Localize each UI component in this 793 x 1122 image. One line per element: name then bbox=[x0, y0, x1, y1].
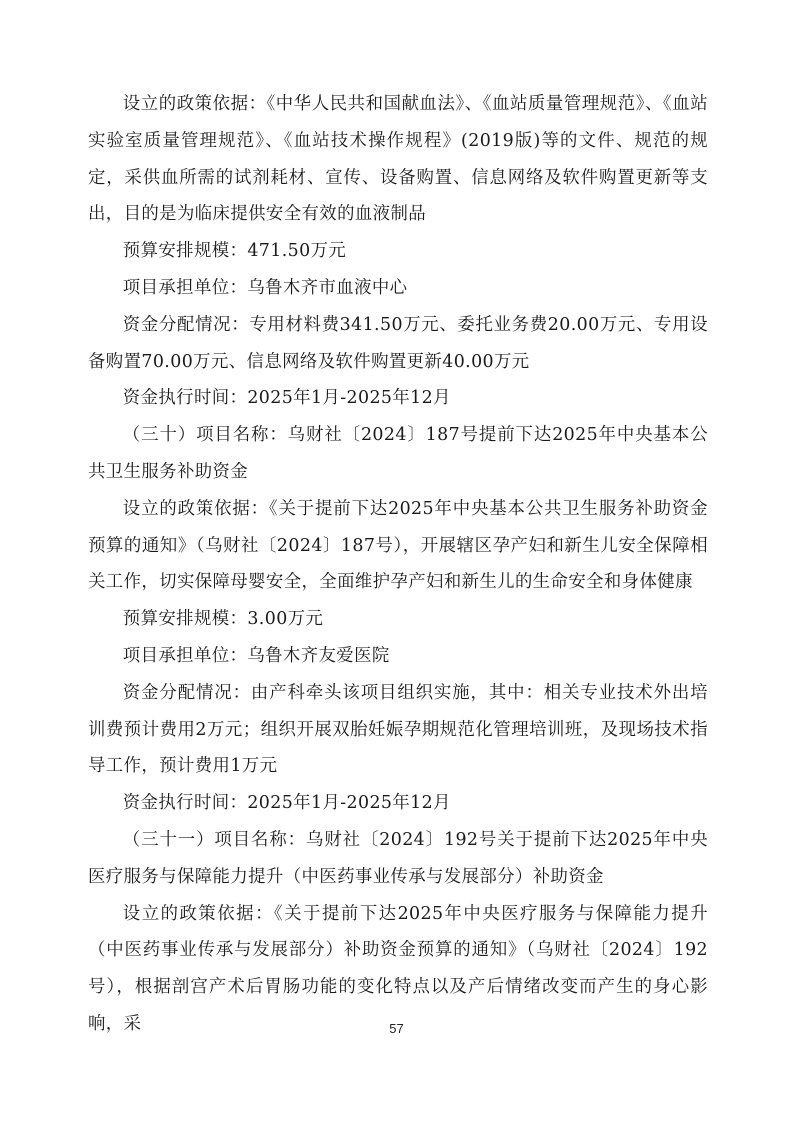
paragraph-budget-scale-project-30: 预算安排规模：3.00万元 bbox=[122, 609, 324, 630]
paragraph-undertaking-unit: 项目承担单位：乌鲁木齐市血液中心 bbox=[122, 277, 408, 298]
document-body bbox=[88, 86, 708, 1043]
paragraph-execution-time-project-30: 资金执行时间：2025年1月-2025年12月 bbox=[122, 793, 451, 814]
page-number: 57 bbox=[389, 1021, 404, 1036]
paragraph-execution-time: 资金执行时间：2025年1月-2025年12月 bbox=[122, 388, 451, 409]
paragraph-project-30-title: （三十）项目名称：乌财社〔2024〕187号提前下达2025年中央基本公共卫生服务补助资金 bbox=[88, 425, 708, 482]
paragraph-policy-basis-project-30: 设立的政策依据：《关于提前下达2025年中央基本公共卫生服务补助资金预算的通知》（乌财社〔2024〕187号），开展辖区孕产妇和新生儿安全保障相关工作，切实保障母婴安全，全面维护孕产妇和新生儿的生命安全和身体健康 bbox=[88, 498, 708, 593]
paragraph-policy-basis-blood-center: 设立的政策依据：《中华人民共和国献血法》、《血站质量管理规范》、《血站实验室质量管理规范》、《血站技术操作规程》(2019版)等的文件、规范的规定，采供血所需的试剂耗材、宣传、设备购置、信息网络及软件购置更新等支出，目的是为临床提供安全有效的血液制品 bbox=[88, 94, 708, 225]
paragraph-budget-scale: 预算安排规模：471.50万元 bbox=[122, 241, 347, 262]
paragraph-fund-allocation: 资金分配情况：专用材料费341.50万元、委托业务费20.00万元、专用设备购置70.00万元、信息网络及软件购置更新40.00万元 bbox=[88, 314, 708, 372]
paragraph-policy-basis-project-31: 设立的政策依据：《关于提前下达2025年中央医疗服务与保障能力提升（中医药事业传承与发展部分）补助资金预算的通知》（乌财社〔2024〕192号），根据剖宫产术后胃肠功能的变化特点以及产后情绪改变而产生的身心影响，采 bbox=[88, 903, 708, 1034]
paragraph-fund-allocation-project-30: 资金分配情况：由产科牵头该项目组织实施，其中：相关专业技术外出培训费预计费用2万元；组织开展双胎妊娠孕期规范化管理培训班，及现场技术指导工作，预计费用1万元 bbox=[88, 682, 708, 777]
paragraph-project-31-title: （三十一）项目名称：乌财社〔2024〕192号关于提前下达2025年中央医疗服务与保障能力提升（中医药事业传承与发展部分）补助资金 bbox=[88, 829, 708, 887]
paragraph-undertaking-unit-project-30: 项目承担单位：乌鲁木齐友爱医院 bbox=[122, 645, 390, 666]
